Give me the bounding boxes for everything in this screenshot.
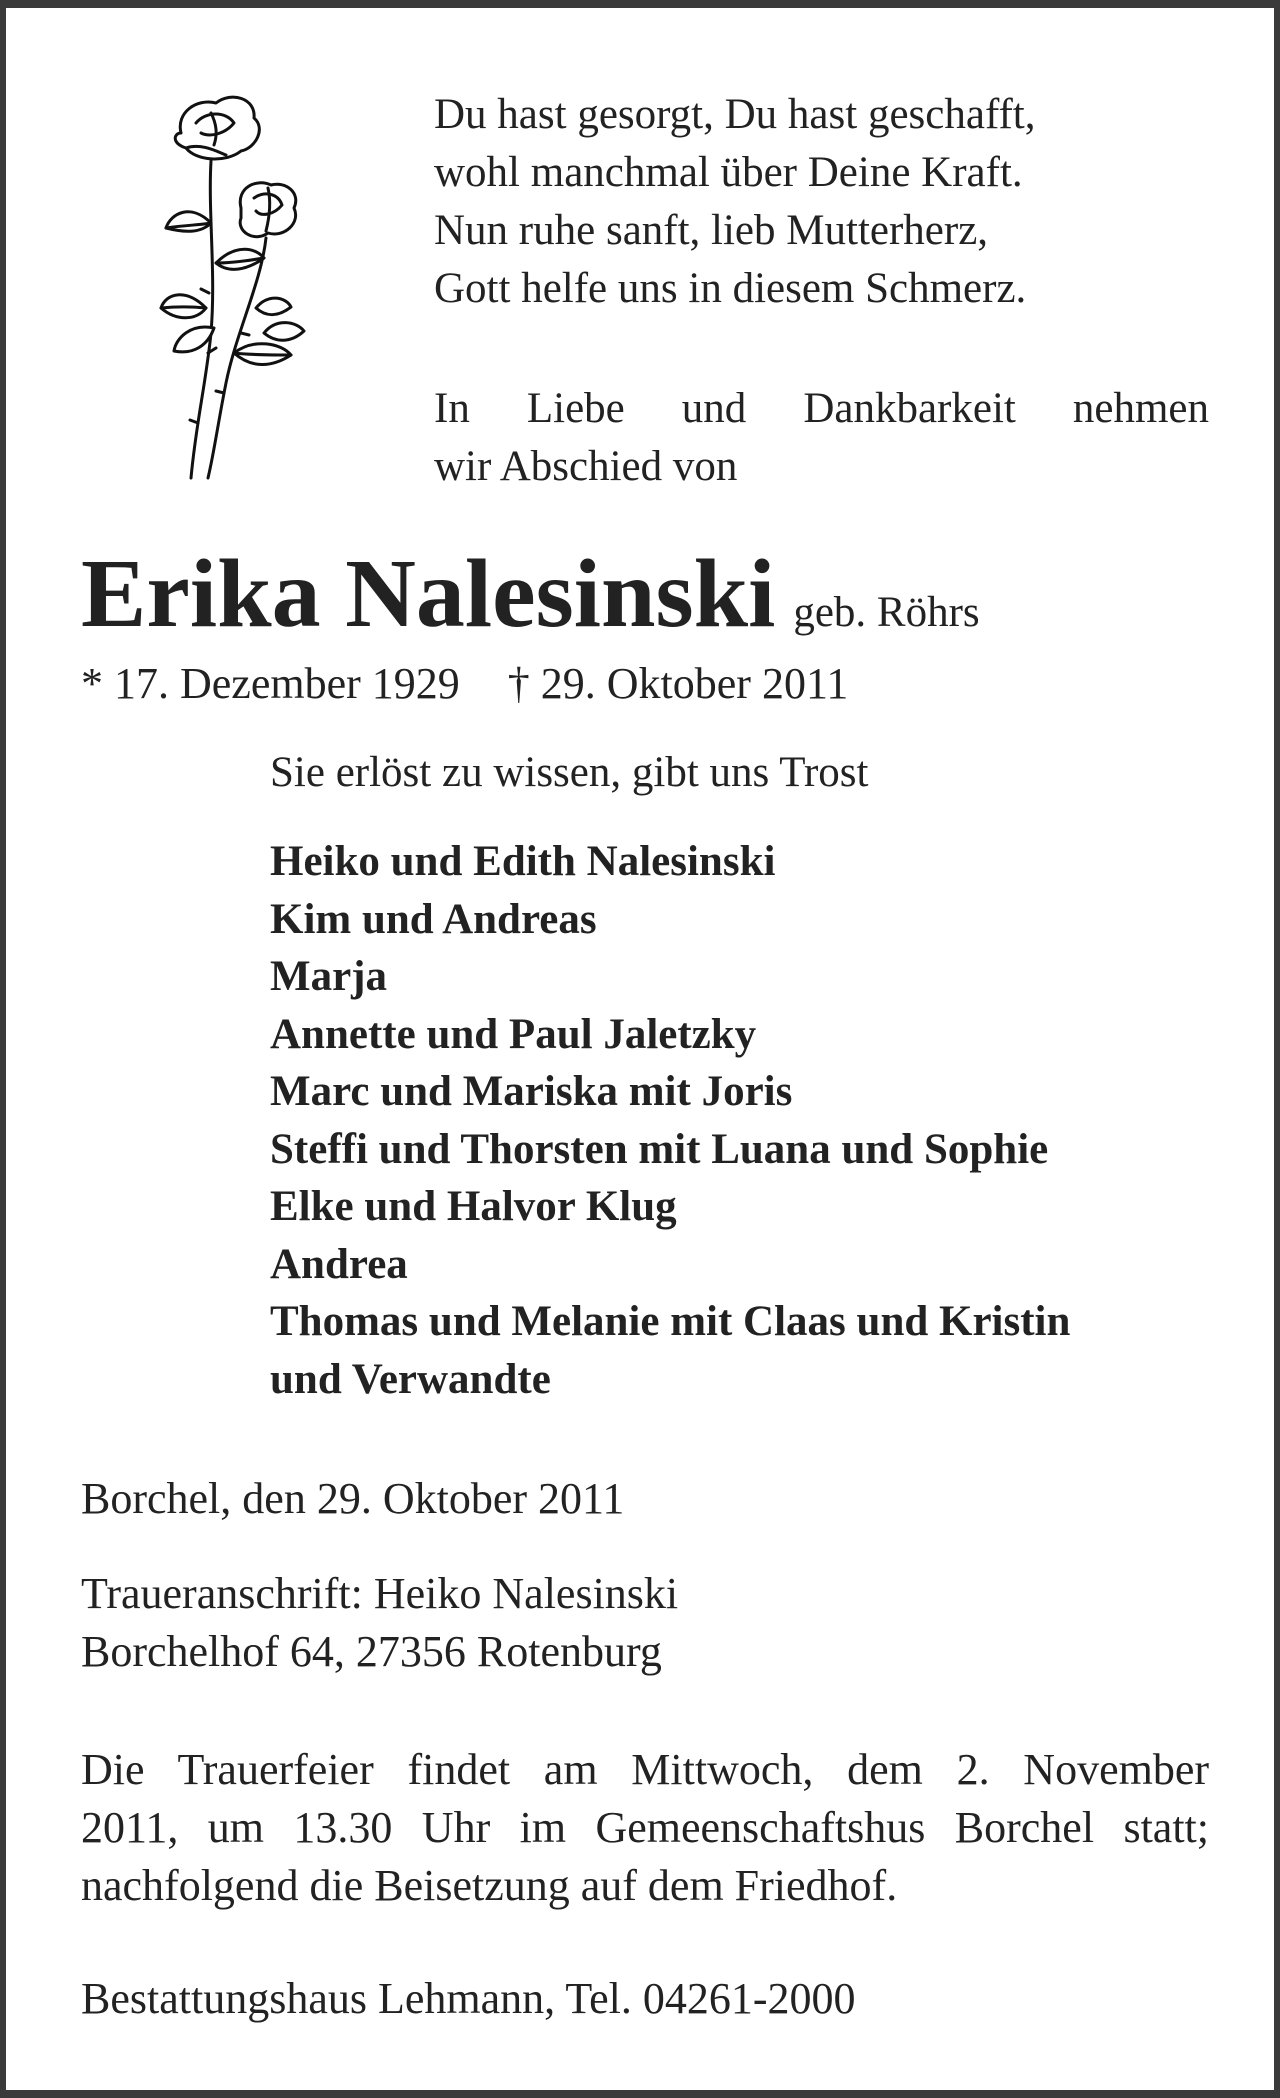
mourner-entry: Annette und Paul Jaletzky (270, 1010, 757, 1058)
mourner-entry: Kim und Andreas (270, 895, 597, 943)
service-line: Die Trauerfeier findet am Mittwoch, dem 2. November (81, 1745, 1209, 1794)
farewell-intro-line: In Liebe und Dankbarkeit nehmen (434, 385, 1209, 432)
death-date: † 29. Oktober 2011 (507, 659, 849, 708)
mourner-entry: Elke und Halvor Klug (270, 1183, 677, 1230)
funeral-service-info (81, 1741, 1209, 1915)
mourner-entry: Andrea (270, 1240, 408, 1288)
mourner-entry: Heiko und Edith Nalesinski (270, 838, 776, 885)
poem-verse (434, 86, 1209, 318)
mourner-entry: Thomas und Melanie mit Claas und Kristin (270, 1298, 1071, 1345)
poem-line: Du hast gesorgt, Du hast geschafft, (434, 91, 1036, 138)
poem-line: wohl manchmal über Deine Kraft. (434, 149, 1023, 196)
poem-line: Nun ruhe sanft, lieb Mutterherz, (434, 207, 989, 254)
mourner-entry: Marja (270, 953, 387, 1000)
life-dates (81, 658, 848, 709)
maiden-name: geb. Röhrs (793, 589, 980, 636)
mourner-entry: und Verwandte (270, 1355, 551, 1403)
service-line: 2011, um 13.30 Uhr im Gemeenschaftshus Borchel statt; (81, 1803, 1209, 1852)
farewell-intro-line: wir Abschied von (434, 443, 738, 490)
poem-line: Gott helfe uns in diesem Schmerz. (434, 265, 1027, 312)
mourners-list (270, 833, 1230, 1408)
service-line: nachfolgend die Beisetzung auf dem Friedhof. (81, 1861, 898, 1910)
rose-icon (156, 93, 336, 483)
farewell-intro (434, 380, 1209, 496)
deceased-name: Erika Nalesinski (81, 540, 776, 648)
comfort-line: Sie erlöst zu wissen, gibt uns Trost (270, 749, 869, 796)
mourner-entry: Marc und Mariska mit Joris (270, 1068, 793, 1115)
address-line: Borchelhof 64, 27356 Rotenburg (81, 1627, 662, 1676)
address-line: Traueranschrift: Heiko Nalesinski (81, 1569, 679, 1618)
place-date: Borchel, den 29. Oktober 2011 (81, 1474, 625, 1523)
mourner-entry: Steffi und Thorsten mit Luana und Sophie (270, 1125, 1049, 1173)
mourning-address (81, 1565, 678, 1681)
funeral-home-contact: Bestattungshaus Lehmann, Tel. 04261-2000 (81, 1974, 856, 2023)
birth-date: * 17. Dezember 1929 (81, 659, 460, 708)
deceased-name-row (81, 538, 980, 650)
